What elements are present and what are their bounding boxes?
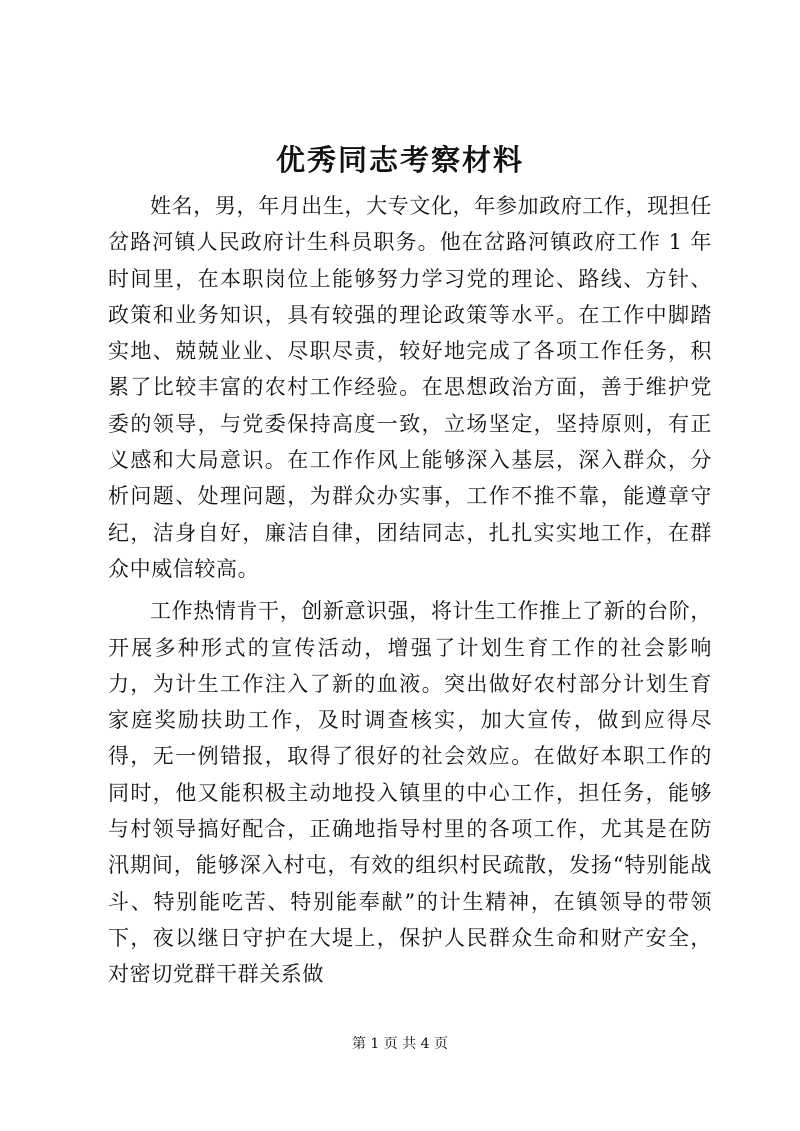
paragraph-1: 姓名，男，年月出生，大专文化，年参加政府工作，现担任岔路河镇人民政府计生科员职务。他在岔路河镇政府工作 1 年时间里，在本职岗位上能够努力学习党的理论、路线、方针、政策和业务知识，具有较强的理论政策等水平。在工作中脚踏实地、兢兢业业、尽职尽责，较好地完成了各项工作任务，积累了比较丰富的农村工作经验。在思想政治方面，善于维护党委的领导，与党委保持高度一致，立场坚定，坚持原则，有正义感和大局意识。在工作作风上能够深入基层，深入群众，分析问题、处理问题，为群众办实事，工作不推不靠，能遵章守纪，洁身自好，廉洁自律，团结同志，扎扎实实地工作，在群众中威信较高。 [108, 194, 712, 581]
paragraph-2: 工作热情肯干，创新意识强，将计生工作推上了新的台阶，开展多种形式的宣传活动，增强了计划生育工作的社会影响力，为计生工作注入了新的血液。突出做好农村部分计划生育家庭奖励扶助工作，及时调查核实，加大宣传，做到应得尽得，无一例错报，取得了很好的社会效应。在做好本职工作的同时，他又能积极主动地投入镇里的中心工作，担任务，能够与村领导搞好配合，正确地指导村里的各项工作，尤其是在防汛期间，能够深入村屯，有效的组织村民疏散，发扬“特别能战斗、特别能吃苦、特别能奉献”的计生精神，在镇领导的带领下，夜以继日守护在大堤上，保护人民群众生命和财产安全，对密切党群干群关系做 [108, 599, 712, 987]
document-body [108, 188, 712, 993]
page-footer: 第 1 页 共 4 页 [351, 1036, 449, 1052]
document-title: 优秀同志考察材料 [275, 143, 524, 177]
